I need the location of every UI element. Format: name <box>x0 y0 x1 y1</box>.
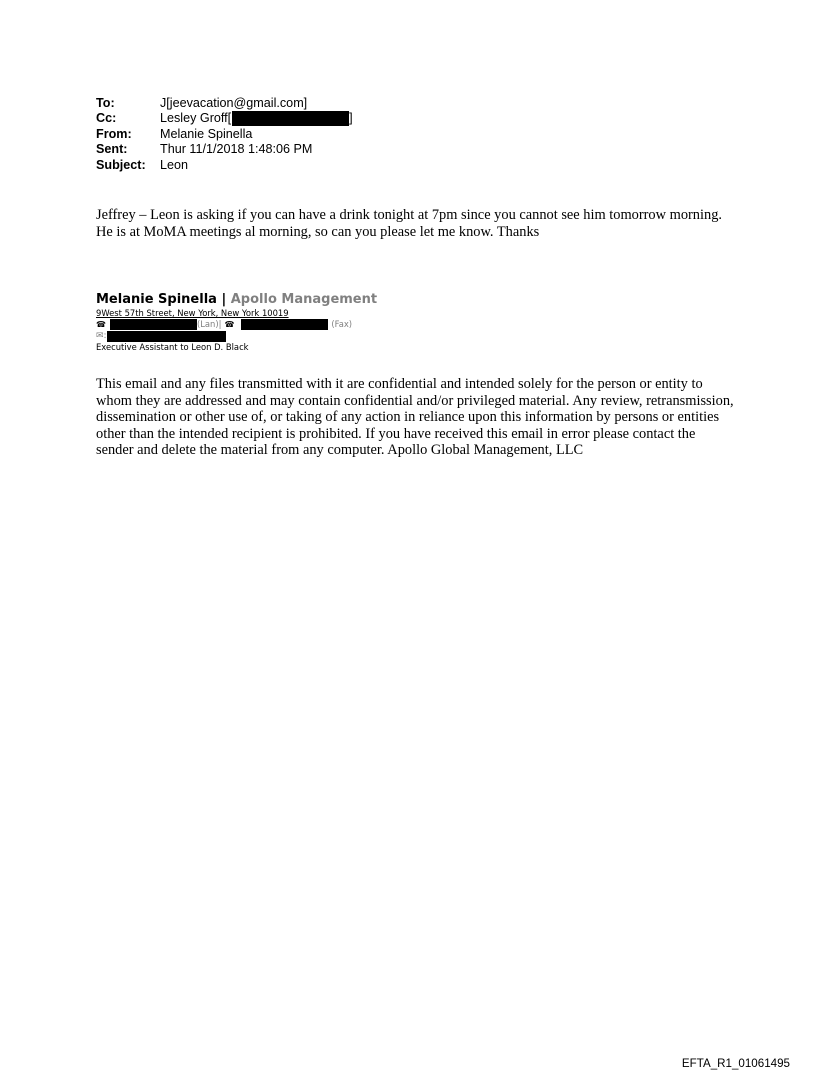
cc-redaction <box>232 111 349 126</box>
signature-mail-row <box>96 331 377 342</box>
sent-value: Thur 11/1/2018 1:48:06 PM <box>160 142 313 157</box>
fax-label: (Fax) <box>331 319 353 330</box>
phone-icon: ☎ <box>224 320 235 330</box>
cc-value-group <box>160 111 353 126</box>
signature-block <box>96 292 377 353</box>
to-label: To: <box>96 96 115 110</box>
subject-row <box>96 158 353 173</box>
from-row <box>96 127 353 142</box>
signature-phone-row <box>96 319 377 330</box>
cc-close-bracket: ] <box>349 111 353 126</box>
signature-heading <box>96 292 377 308</box>
lan-redaction <box>110 319 197 330</box>
cc-row <box>96 111 353 126</box>
to-value: J[jeevacation@gmail.com] <box>160 96 308 110</box>
sent-row <box>96 142 353 157</box>
confidentiality-disclaimer: This email and any files transmitted with it are confidential and intended solely for the person or entity to whom they are addressed and may contain confidential and/or privileged material. Any review, retransmission, dissemination or other use of, or taking of any action in reliance upon this information by persons or entities other than the intended recipient is prohibited. If you have received this email in error please contact the sender and delete the material from any computer. Apollo Global Management, LLC <box>96 376 734 459</box>
signature-title-row <box>96 342 377 353</box>
mail-redaction <box>107 331 226 342</box>
cc-label: Cc: <box>96 111 117 126</box>
fax-redaction <box>241 319 328 330</box>
signature-address: 9West 57th Street, New York, New York 10019 <box>96 308 289 318</box>
signature-title: Executive Assistant to Leon D. Black <box>96 341 249 352</box>
signature-name: Melanie Spinella <box>96 292 217 307</box>
signature-address-row <box>96 308 377 319</box>
phone-icon: ☎ <box>96 320 106 330</box>
subject-label: Subject: <box>96 157 146 172</box>
from-label: From: <box>96 126 132 141</box>
lan-label: (Lan)| <box>196 319 222 330</box>
email-body: Jeffrey – Leon is asking if you can have a drink tonight at 7pm since you cannot see him tomorrow morning. He is at MoMA meetings al morning, so can you please let me know. Thanks <box>96 207 722 240</box>
document-id: EFTA_R1_01061495 <box>681 1057 790 1070</box>
from-value: Melanie Spinella <box>160 126 253 141</box>
cc-value: Lesley Groff[ <box>160 111 232 126</box>
sent-label: Sent: <box>96 142 128 157</box>
subject-value: Leon <box>160 157 189 172</box>
signature-company: Apollo Management <box>230 292 378 307</box>
to-row <box>96 96 353 111</box>
signature-separator: | <box>216 292 231 307</box>
mail-icon: ✉: <box>96 330 107 341</box>
email-headers <box>96 96 353 173</box>
